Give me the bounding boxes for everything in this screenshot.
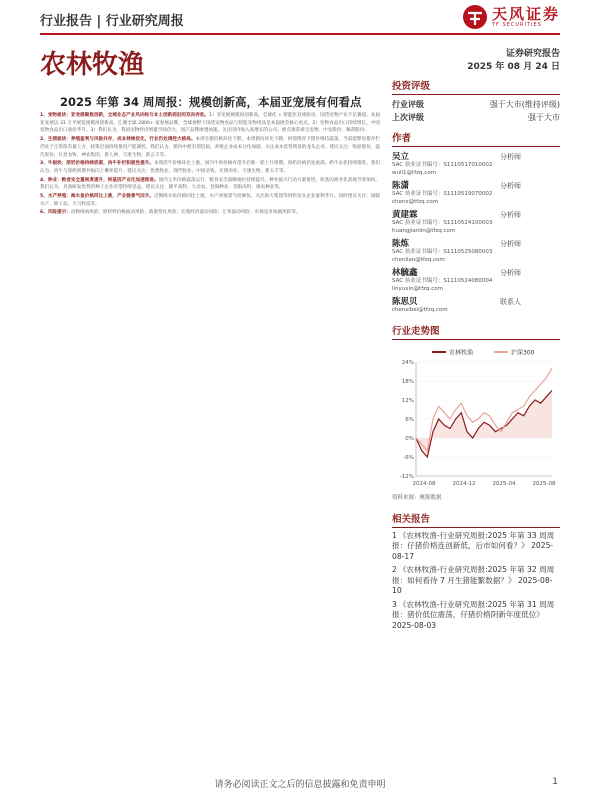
trend-heading: 行业走势图 [392, 323, 560, 340]
analyst-role: 分析师 [500, 269, 521, 277]
analyst-email[interactable]: linyuxin@tfzq.com [392, 285, 444, 292]
analyst-cert: SAC 执业证书编号：S1110524080004 [392, 278, 493, 284]
paragraph-text: 近期海水鱼价格同比上涨，水产养殖景气度修复。关注海大集团等饲料龙头企业量利齐升。同时建议关注：国联水产、獐子岛、天马科技等。 [40, 194, 380, 207]
page-number: 1 [552, 777, 558, 787]
document-title: 2025 年第 34 周周报：规模创新高，本届亚宠展有何看点 [60, 95, 362, 109]
y-tick-label: 6% [405, 416, 414, 423]
analyst-role: 分析师 [500, 182, 521, 190]
disclaimer-note: 请务必阅读正文之后的信息披露和免责申明 [214, 780, 386, 790]
related-report-number: 1 [392, 530, 397, 540]
analyst-cert: SAC 执业证书编号：S1110519070002 [392, 191, 493, 197]
paragraph-pet [40, 112, 380, 135]
related-heading: 相关报告 [392, 511, 560, 528]
analyst-entry [392, 208, 560, 235]
related-report-item[interactable] [392, 531, 560, 563]
paragraph-risk [40, 209, 380, 217]
authors-heading: 作者 [392, 130, 560, 147]
rating-heading: 投资评级 [392, 78, 560, 95]
analyst-header [392, 208, 560, 220]
x-tick-label: 2024-08 [412, 480, 436, 487]
y-tick-label: 12% [401, 397, 414, 404]
related-report-item[interactable] [392, 565, 560, 597]
paragraph-heading: 1、宠物板块：亚宠展聚焦创新，全域业态产业风向标与本土创新前沿的双向奔赴。 [40, 113, 210, 118]
analyst-entry [392, 295, 560, 315]
last-rating-label: 上次评级 [392, 113, 424, 122]
report-date: 2025 年 08 月 24 日 [467, 62, 560, 72]
analyst-role: 联系人 [500, 298, 521, 306]
related-report-item[interactable] [392, 600, 560, 632]
paragraph-hog [40, 136, 380, 159]
analyst-email[interactable]: wuli1@tfzq.com [392, 169, 437, 176]
paragraph-heading: 2、生猪板块：养殖盈利与风险并存，成本持续优化，行业仍处调控大格局。 [40, 137, 196, 143]
analyst-entry [392, 266, 560, 293]
paragraph-text: 本周生猪价格环比下跌，本周猪价环比下降，供需博弈下猪价维持震荡。当前能繁母猪存栏仍处于正常保有量上方，政策层面持续推进产能调控。我们认为，猪价中枢有望趋稳，养殖企业成本分化加剧，关注成本优势明显的龙头企业。建议关注：牧原股份、温氏股份、巨星农牧、神农集团、唐人神、天康生物、新五丰等。 [40, 137, 380, 158]
related-report-text: 《农林牧渔-行业研究周报:2025 年第 31 周周报：猪价低位震荡，仔猪价格阴新年度低位》 2025-08-03 [392, 599, 555, 630]
related-report-text: 《农林牧渔-行业研究周报:2025 年第 33 周周报：仔猪价格连创新低，后市如何看？》 2025-08-17 [392, 530, 555, 561]
paragraph-text: 国内玉米价格震荡运行，粮食安全战略地位持续提升。种业振兴行动方案推进，转基因商业化落地节奏加快。我们认为，具备研发优势的种子企业有望持续受益。建议关注：隆平高科、大北农、登海种业、荃银高科、康农种业等。 [40, 177, 380, 191]
analyst-name: 林毓鑫 [392, 268, 418, 278]
related-report-number: 2 [392, 565, 397, 574]
analyst-role: 分析师 [500, 211, 521, 219]
paragraph-text: 1）亚宠展规模再创新高，全球化 + 智能化双重驱动，国货宠物产业千亿赛道。本届亚宠展以 31 万平展览规模再创新高，汇聚全球 2800+ 家参展品牌，全球视野下国货宠物食品与智能宠物用品是本届展会核心看点。2）宠物食品出口持续增长，中国宠物食品出口量价齐升。3）我们认为，我国宠物经济增量空间仍大，国产品牌渗透加速。关注国内收入高增长的公司。重点推荐乖宝宠物、中宠股份、佩蒂股份。 [40, 113, 380, 134]
analyst-role: 分析师 [500, 240, 521, 248]
logo-icon [462, 4, 488, 30]
brand-logo [462, 4, 560, 30]
paragraph-heading: 4、种业：粮食安全重视度提升，转基因产业化加速推进。 [40, 177, 159, 183]
report-body [40, 112, 380, 770]
y-tick-label: 24% [401, 359, 414, 366]
analyst-header [392, 295, 560, 307]
analyst-name: 陈思贝 [392, 297, 418, 307]
y-tick-label: -12% [399, 473, 414, 480]
analyst-email[interactable]: chenx@tfzq.com [392, 198, 439, 205]
last-rating-row [392, 111, 560, 124]
industry-rating-value: 强于大市(维持评级) [489, 100, 560, 109]
analyst-email[interactable]: chensibei@tfzq.com [392, 307, 448, 313]
analyst-cert: SAC 执业证书编号：S1110525080003 [392, 249, 493, 255]
paragraph-aquaculture [40, 193, 380, 208]
analyst-cert: SAC 执业证书编号：S1110517010002 [392, 162, 493, 168]
analyst-entry [392, 237, 560, 264]
chart-source: 资料来源：聚源数据 [392, 494, 442, 501]
y-tick-label: 0% [405, 435, 414, 442]
y-tick-label: 18% [401, 378, 414, 385]
trend-chart [392, 344, 560, 492]
paragraph-cattle [40, 160, 380, 175]
analyst-header [392, 266, 560, 278]
paragraph-heading: 5、水产养殖：海水鱼价格同比上涨，产业链景气回升。 [40, 194, 154, 200]
analyst-email[interactable]: chenlian@tfzq.com [392, 256, 445, 263]
related-report-number: 3 [392, 599, 397, 609]
analyst-role: 分析师 [500, 153, 521, 161]
analyst-name: 陈潇 [392, 181, 410, 191]
related-list [392, 531, 560, 632]
analyst-name: 吴立 [392, 152, 410, 162]
analyst-name: 陈炼 [392, 239, 410, 249]
x-tick-label: 2025-08 [532, 480, 556, 487]
paragraph-heading: 6、风险提示： [40, 210, 71, 216]
analyst-cert: SAC 执业证书编号：S1110524100003 [392, 220, 493, 226]
logo-en-text: TF SECURITIES [491, 22, 542, 28]
last-rating-value: 强于大市 [528, 113, 560, 122]
report-meta [467, 48, 560, 74]
industry-rating-label: 行业评级 [392, 100, 424, 109]
legend-label: 沪深300 [511, 349, 535, 356]
sidebar [392, 78, 560, 634]
analyst-entry [392, 150, 560, 177]
analyst-header [392, 179, 560, 191]
paragraph-heading: 3、牛板块：原奶价格持续底部，肉牛补栏积极性提升。 [40, 161, 154, 167]
analyst-name: 黄建霖 [392, 210, 418, 220]
legend-label: 农林牧渔 [449, 349, 474, 356]
paragraph-text: 动物疫病风险；原材料价格波动风险；政策变化风险；宏观经济波动风险；汇率波动风险；市场竞争加剧风险等。 [70, 210, 301, 216]
x-tick-label: 2024-12 [452, 480, 476, 487]
logo-cn-text: 天风证券 [491, 5, 560, 23]
trend-chart-svg [392, 344, 560, 492]
related-report-text: 《农林牧渔-行业研究周报:2025 年第 32 周周报：如何看待 7 月生猪能繁数据？》 2025-08-10 [392, 565, 555, 595]
report-type: 证券研究报告 [505, 49, 560, 59]
analyst-email[interactable]: huangjianlin@tfzq.com [392, 227, 456, 234]
analyst-header [392, 150, 560, 162]
analyst-list [392, 150, 560, 315]
analyst-entry [392, 179, 560, 206]
analyst-header [392, 237, 560, 249]
y-tick-label: -6% [403, 454, 414, 461]
industry-rating-row [392, 98, 560, 111]
x-tick-label: 2025-04 [492, 480, 516, 487]
paragraph-seed [40, 177, 380, 192]
breadcrumb: 行业报告 | 行业研究周报 [40, 14, 184, 29]
header-divider [40, 33, 560, 35]
paragraph-text: 本周活牛价格环比上涨，国内牛肉价格有望开启新一轮上行周期。原奶价格仍处底部，奶牛去化持续推进。我们认为，肉牛与原奶周期共振向上概率提升。建议关注：优然牧业、现代牧业、中国圣牧、光明肉业、天康生物、新五丰等。 [40, 161, 380, 174]
page-title: 农林牧渔 [40, 50, 145, 80]
